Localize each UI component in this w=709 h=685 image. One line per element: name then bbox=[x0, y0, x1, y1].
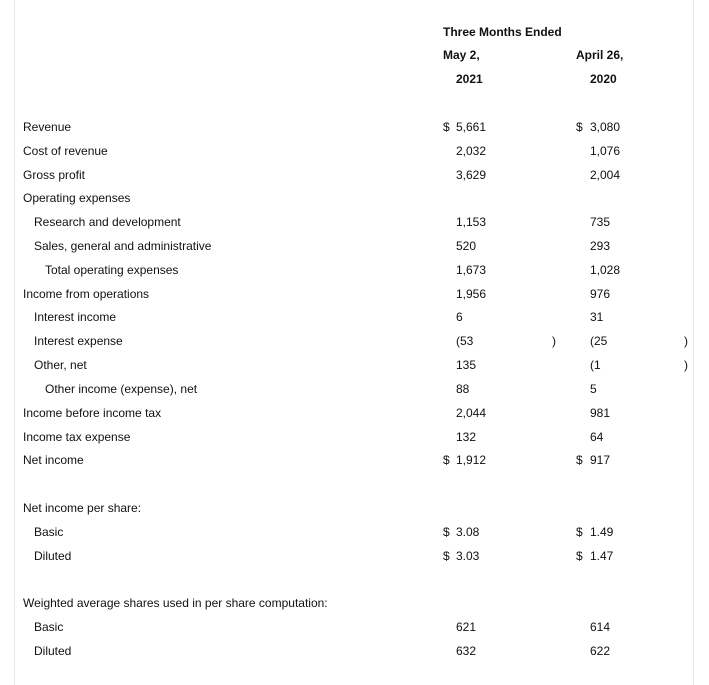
table-row bbox=[0, 522, 709, 542]
value-2020: 735 bbox=[590, 215, 611, 229]
col2-date-header: April 26, bbox=[576, 48, 624, 62]
currency-symbol: $ bbox=[576, 453, 583, 467]
table-row bbox=[0, 260, 709, 280]
value-2020: 1.47 bbox=[590, 549, 614, 563]
col2-year-header: 2020 bbox=[590, 72, 617, 86]
section-label: Operating expenses bbox=[23, 191, 131, 205]
value-2020: 1,076 bbox=[590, 144, 621, 158]
section-label: Weighted average shares used in per share computation: bbox=[23, 596, 328, 610]
value-2021: 2,044 bbox=[456, 406, 487, 420]
row-label: Interest expense bbox=[34, 334, 123, 348]
closing-paren: ) bbox=[684, 334, 688, 348]
row-label: Cost of revenue bbox=[23, 144, 108, 158]
value-2021: 1,912 bbox=[456, 453, 487, 467]
value-2021: 3.03 bbox=[456, 549, 480, 563]
value-2021: 632 bbox=[456, 644, 477, 658]
table-row bbox=[0, 117, 709, 137]
row-label: Diluted bbox=[34, 644, 72, 658]
table-row bbox=[0, 379, 709, 399]
value-2020: 293 bbox=[590, 239, 611, 253]
value-2021: 621 bbox=[456, 620, 477, 634]
table-row bbox=[0, 165, 709, 185]
value-2020: 981 bbox=[590, 406, 611, 420]
value-2021: 1,673 bbox=[456, 263, 487, 277]
value-2020: 64 bbox=[590, 430, 604, 444]
row-label: Other income (expense), net bbox=[45, 382, 198, 396]
value-2021: 135 bbox=[456, 358, 477, 372]
table-row bbox=[0, 141, 709, 161]
value-2020: 31 bbox=[590, 310, 604, 324]
value-2020: 614 bbox=[590, 620, 611, 634]
table-row bbox=[0, 427, 709, 447]
row-label: Basic bbox=[34, 525, 64, 539]
currency-symbol: $ bbox=[443, 120, 450, 134]
row-label: Income from operations bbox=[23, 287, 150, 301]
table-row bbox=[0, 498, 709, 518]
value-2020: 917 bbox=[590, 453, 611, 467]
value-2021: 132 bbox=[456, 430, 477, 444]
value-2021: (53 bbox=[456, 334, 474, 348]
value-2020: 1.49 bbox=[590, 525, 614, 539]
row-label: Research and development bbox=[34, 215, 181, 229]
value-2020: 3,080 bbox=[590, 120, 621, 134]
table-row bbox=[0, 355, 709, 375]
value-2021: 520 bbox=[456, 239, 477, 253]
table-row bbox=[0, 546, 709, 566]
table-row bbox=[0, 188, 709, 208]
row-label: Income tax expense bbox=[23, 430, 131, 444]
table-row bbox=[0, 403, 709, 423]
value-2021: 6 bbox=[456, 310, 463, 324]
col1-date-header: May 2, bbox=[443, 48, 480, 62]
row-label: Other, net bbox=[34, 358, 87, 372]
value-2020: 622 bbox=[590, 644, 611, 658]
table-row bbox=[0, 617, 709, 637]
value-2021: 88 bbox=[456, 382, 470, 396]
row-label: Gross profit bbox=[23, 168, 86, 182]
table-row bbox=[0, 593, 709, 613]
table-row bbox=[0, 307, 709, 327]
currency-symbol: $ bbox=[443, 525, 450, 539]
value-2020: 2,004 bbox=[590, 168, 621, 182]
currency-symbol: $ bbox=[443, 453, 450, 467]
value-2021: 3,629 bbox=[456, 168, 487, 182]
row-label: Diluted bbox=[34, 549, 72, 563]
currency-symbol: $ bbox=[576, 549, 583, 563]
col1-year-header: 2021 bbox=[456, 72, 483, 86]
row-label: Sales, general and administrative bbox=[34, 239, 212, 253]
row-label: Interest income bbox=[34, 310, 117, 324]
row-label: Revenue bbox=[23, 120, 72, 134]
currency-symbol: $ bbox=[443, 549, 450, 563]
currency-symbol: $ bbox=[576, 120, 583, 134]
value-2020: 1,028 bbox=[590, 263, 621, 277]
table-row bbox=[0, 450, 709, 470]
row-label: Basic bbox=[34, 620, 64, 634]
value-2020: 976 bbox=[590, 287, 611, 301]
value-2021: 3.08 bbox=[456, 525, 480, 539]
section-label: Net income per share: bbox=[23, 501, 142, 515]
table-row bbox=[0, 212, 709, 232]
table-row bbox=[0, 331, 709, 351]
closing-paren: ) bbox=[552, 334, 556, 348]
value-2021: 5,661 bbox=[456, 120, 487, 134]
row-label: Net income bbox=[23, 453, 84, 467]
currency-symbol: $ bbox=[576, 525, 583, 539]
row-label: Total operating expenses bbox=[45, 263, 179, 277]
value-2021: 2,032 bbox=[456, 144, 487, 158]
value-2020: 5 bbox=[590, 382, 597, 396]
period-header: Three Months Ended bbox=[443, 25, 562, 39]
value-2020: (1 bbox=[590, 358, 601, 372]
value-2020: (25 bbox=[590, 334, 608, 348]
table-row bbox=[0, 641, 709, 661]
row-label: Income before income tax bbox=[23, 406, 162, 420]
table-row bbox=[0, 284, 709, 304]
closing-paren: ) bbox=[684, 358, 688, 372]
value-2021: 1,956 bbox=[456, 287, 487, 301]
value-2021: 1,153 bbox=[456, 215, 487, 229]
table-row bbox=[0, 236, 709, 256]
